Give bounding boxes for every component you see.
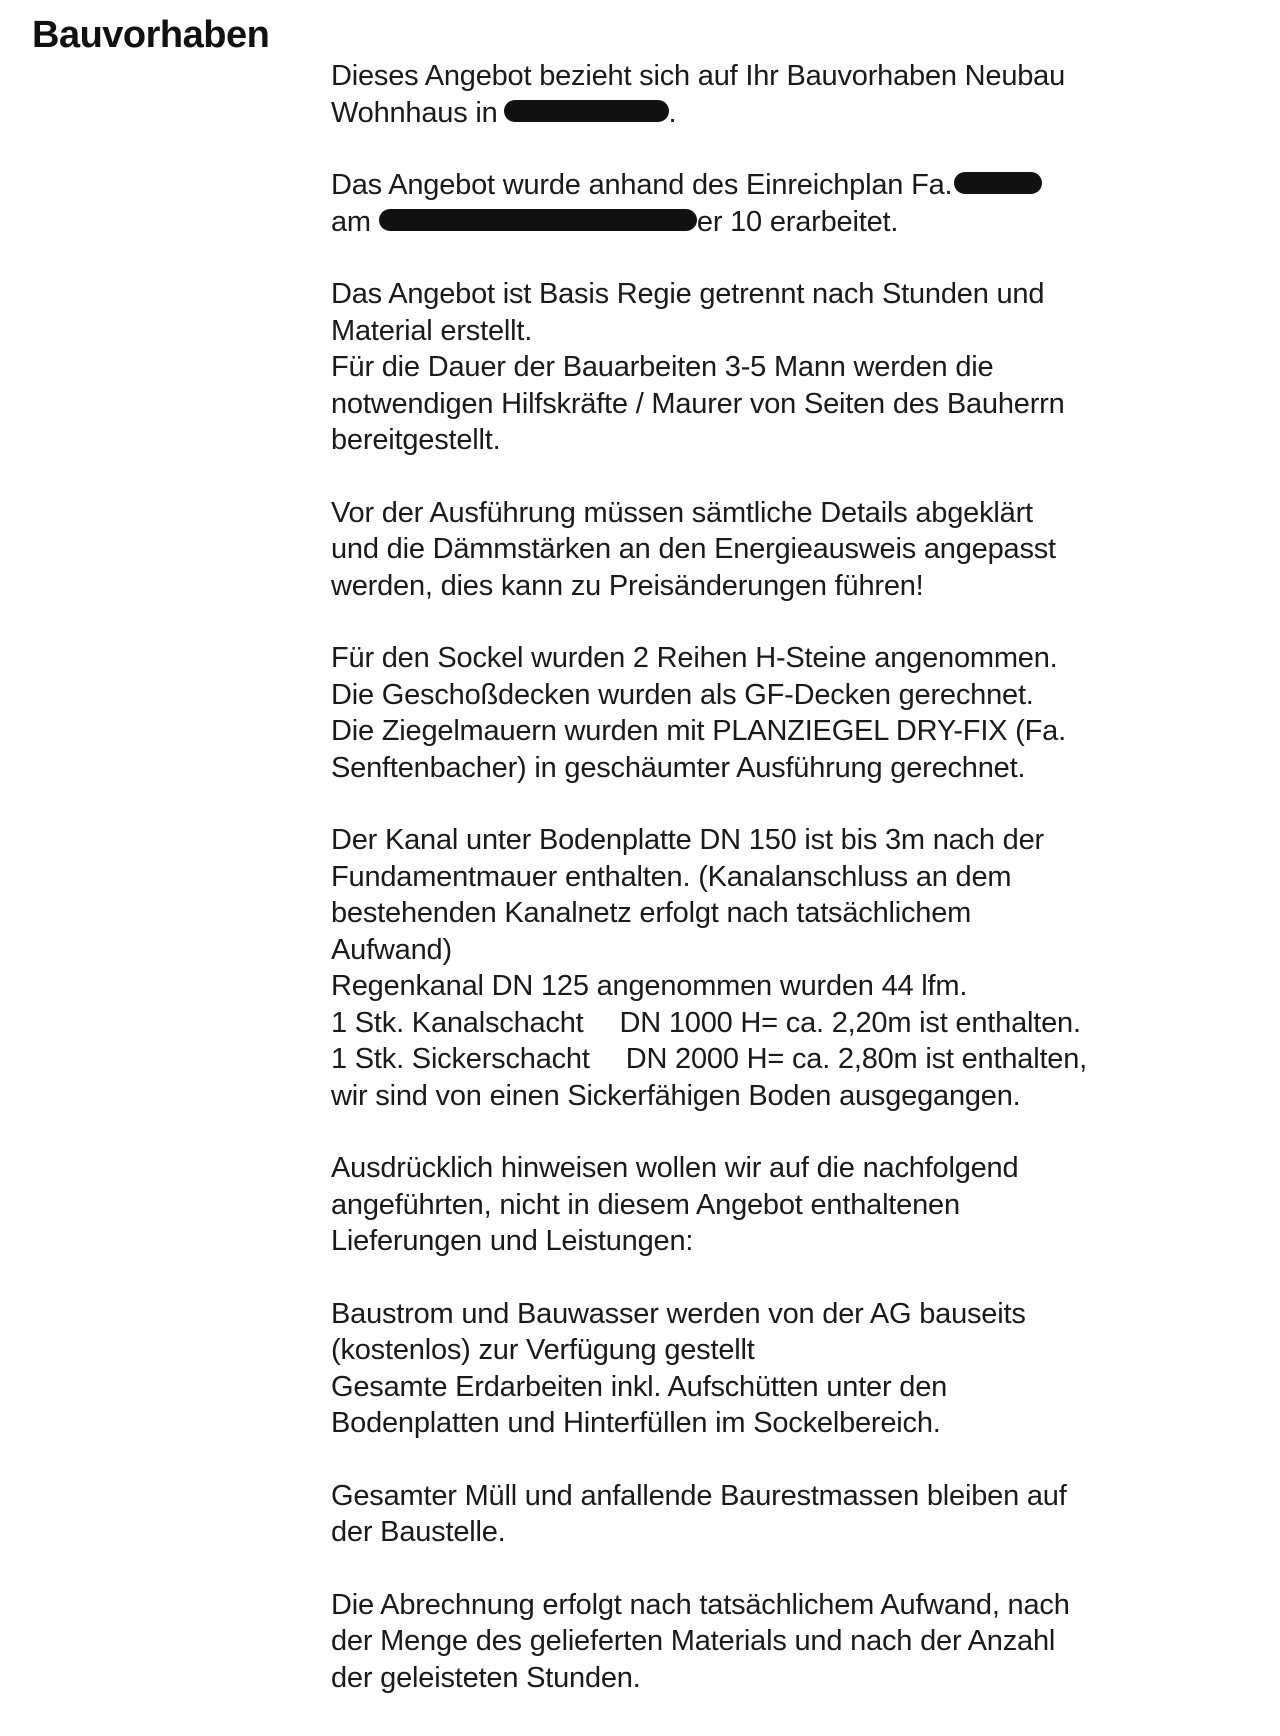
text-line: werden, dies kann zu Preisänderungen führen! xyxy=(331,569,924,602)
text-fragment: Wohnhaus in xyxy=(331,96,498,129)
paragraph-project-reference xyxy=(331,58,1271,131)
text-fragment: . xyxy=(668,96,677,129)
text-line: der geleisteten Stunden. xyxy=(331,1661,641,1694)
text-fragment: DN 2000 H= ca. 2,80m ist enthalten, xyxy=(625,1043,1088,1075)
text-line xyxy=(331,95,1271,132)
paragraph-sewer-drainage xyxy=(331,822,1271,1114)
text-line: Senftenbacher) in geschäumter Ausführung gerechnet. xyxy=(331,751,1026,784)
paragraph-construction-assumptions xyxy=(331,640,1271,786)
text-fragment: 1 Stk. Sickerschacht xyxy=(331,1043,590,1075)
paragraph-plan-basis xyxy=(331,167,1271,240)
text-line: der Menge des gelieferten Materials und nach der Anzahl xyxy=(331,1625,1056,1657)
text-line: der Baustelle. xyxy=(331,1516,506,1548)
text-line: Gesamte Erdarbeiten inkl. Aufschütten unter den xyxy=(331,1370,948,1403)
text-line: (kostenlos) zur Verfügung gestellt xyxy=(331,1334,755,1366)
paragraph-waste xyxy=(331,1478,1271,1551)
text-line: Baustrom und Bauwasser werden von der AG bauseits xyxy=(331,1297,1026,1330)
redaction-mark xyxy=(504,100,669,122)
paragraph-exclusions-intro xyxy=(331,1150,1271,1260)
text-line: Bodenplatten und Hinterfüllen im Sockelbereich. xyxy=(331,1407,941,1439)
text-line: bestehenden Kanalnetz erfolgt nach tatsächlichem xyxy=(331,897,972,929)
text-line: Der Kanal unter Bodenplatte DN 150 ist bis 3m nach der xyxy=(331,824,1044,856)
paragraph-billing xyxy=(331,1587,1271,1697)
text-line: Dieses Angebot bezieht sich auf Ihr Bauvorhaben Neubau xyxy=(331,60,1066,92)
text-line: und die Dämmstärken an den Energieausweis angepasst xyxy=(331,533,1056,565)
text-line: notwendigen Hilfskräfte / Maurer von Seiten des Bauherrn xyxy=(331,387,1065,420)
text-line: Material erstellt. xyxy=(331,314,533,347)
text-line: Für die Dauer der Bauarbeiten 3-5 Mann werden die xyxy=(331,351,994,383)
text-line: angeführten, nicht in diesem Angebot enthaltenen xyxy=(331,1188,960,1221)
text-line: Ausdrücklich hinweisen wollen wir auf die nachfolgend xyxy=(331,1152,1019,1184)
text-line: Lieferungen und Leistungen: xyxy=(331,1225,694,1257)
text-fragment: am xyxy=(331,205,371,238)
text-line: Die Ziegelmauern wurden mit PLANZIEGEL DRY-FIX (Fa. xyxy=(331,715,1066,747)
redaction-mark xyxy=(954,172,1042,194)
text-line xyxy=(331,1005,1271,1042)
text-line: Die Geschoßdecken wurden als GF-Decken gerechnet. xyxy=(331,678,1034,711)
text-line: Das Angebot ist Basis Regie getrennt nach Stunden und xyxy=(331,278,1045,310)
text-line: Aufwand) xyxy=(331,933,452,966)
text-line: Regenkanal DN 125 angenommen wurden 44 lfm. xyxy=(331,970,968,1002)
paragraph-details-clarification xyxy=(331,495,1271,605)
text-fragment: DN 1000 H= ca. 2,20m ist enthalten. xyxy=(619,1006,1081,1039)
text-line xyxy=(331,204,1271,241)
text-fragment: er 10 erarbeitet. xyxy=(696,205,899,238)
text-line: Vor der Ausführung müssen sämtliche Details abgeklärt xyxy=(331,496,1033,529)
text-line: Gesamter Müll und anfallende Baurestmassen bleiben auf xyxy=(331,1479,1067,1512)
text-line: wir sind von einen Sickerfähigen Boden ausgegangen. xyxy=(331,1079,1021,1112)
text-line: Die Abrechnung erfolgt nach tatsächlichem Aufwand, nach xyxy=(331,1588,1070,1621)
text-line: bereitgestellt. xyxy=(331,424,501,456)
paragraph-utilities-earthworks xyxy=(331,1296,1271,1442)
text-line xyxy=(331,167,1271,204)
section-heading: Bauvorhaben xyxy=(32,14,270,56)
paragraph-regie-basis xyxy=(331,276,1271,459)
document-body xyxy=(331,58,1271,1732)
redaction-mark xyxy=(379,209,697,231)
text-fragment: Das Angebot wurde anhand des Einreichplan Fa. xyxy=(331,169,953,201)
text-line: Fundamentmauer enthalten. (Kanalanschluss an dem xyxy=(331,860,1012,893)
text-fragment: 1 Stk. Kanalschacht xyxy=(331,1006,584,1039)
text-line: Für den Sockel wurden 2 Reihen H-Steine angenommen. xyxy=(331,642,1058,674)
text-line xyxy=(331,1041,1271,1078)
